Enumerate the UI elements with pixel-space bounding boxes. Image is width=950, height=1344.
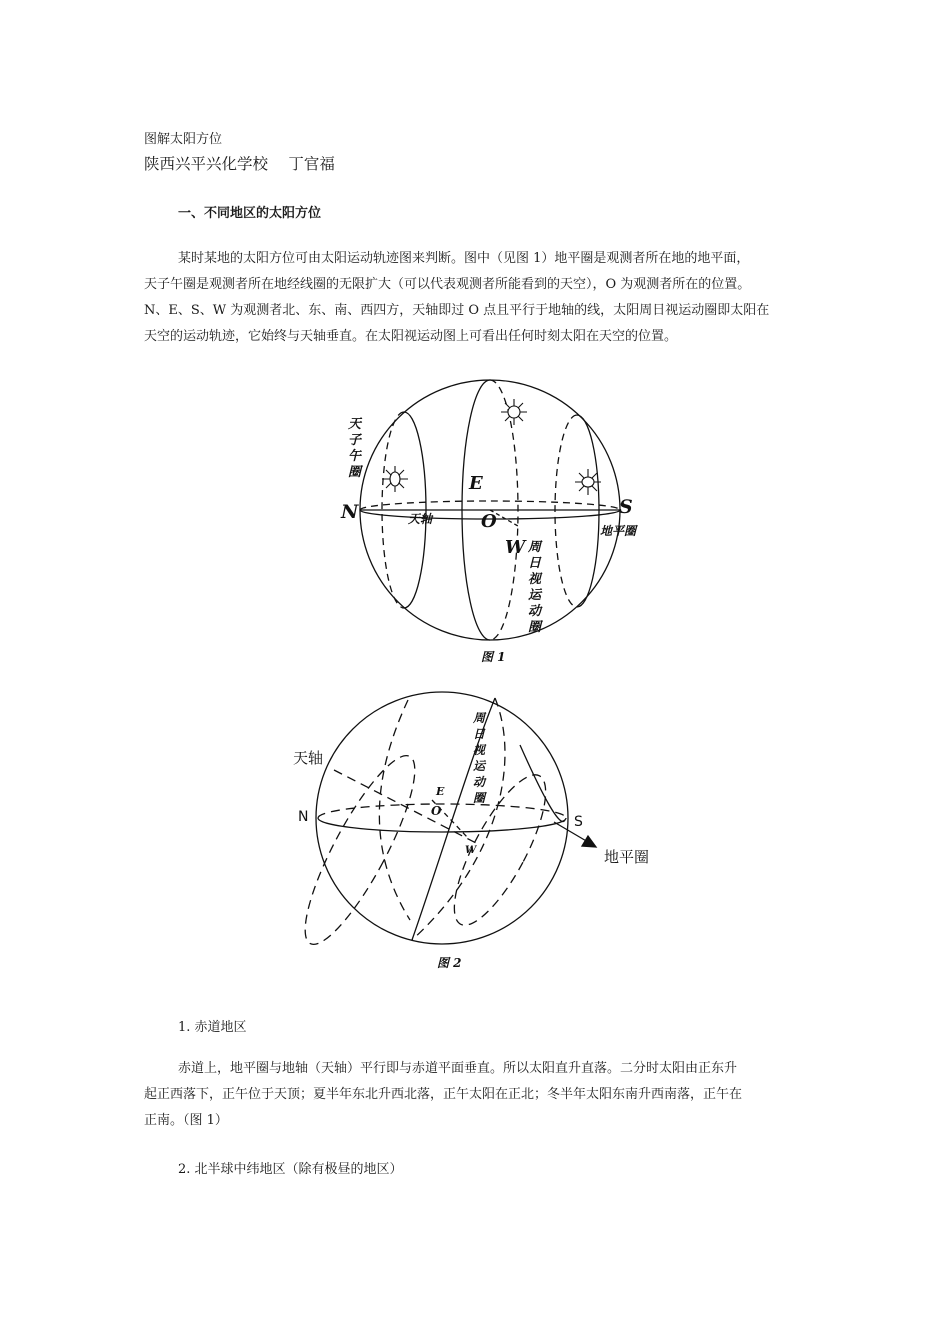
horizon-label: 地平圈 xyxy=(600,524,637,538)
meridian-label-char: 圈 xyxy=(348,465,362,480)
diurnal-label-char: 周 xyxy=(473,711,486,725)
sun-icon xyxy=(501,399,527,425)
north-label: N xyxy=(298,809,309,825)
north-label: N xyxy=(341,501,359,523)
celestial-axis xyxy=(334,770,480,845)
arrow-icon xyxy=(582,836,596,847)
section-paragraph xyxy=(144,246,809,350)
horizon-back xyxy=(360,501,620,510)
diurnal-label-char: 运 xyxy=(473,759,486,773)
axis-label: 天轴 xyxy=(293,749,324,767)
diurnal-label-char: 运 xyxy=(528,588,542,603)
origin-label: O xyxy=(431,804,442,818)
paragraph-line: 天空的运动轨迹，它始终与天轴垂直。在太阳视运动图上可看出任何时刻太阳在天空的位置。 xyxy=(144,329,678,344)
item-1-heading: 1. 赤道地区 xyxy=(178,1020,247,1035)
item-1-paragraph xyxy=(144,1056,809,1134)
paragraph-line: 赤道上，地平圈与地轴（天轴）平行即与赤道平面垂直。所以太阳直升直落。二分时太阳由正东升 xyxy=(178,1061,738,1076)
paragraph-line: 天子午圈是观测者所在地经线圈的无限扩大（可以代表观测者所能看到的天空），O 为观测者所在的位置。 xyxy=(144,277,751,292)
figure-1-caption: 图 1 xyxy=(481,650,506,664)
diurnal-circle-mid-back xyxy=(412,698,505,940)
diurnal-label-char: 动 xyxy=(528,604,542,619)
diurnal-label-char: 圈 xyxy=(473,791,486,805)
figure-2-diagram xyxy=(285,684,665,974)
diurnal-label-char: 视 xyxy=(473,743,486,757)
document-title: 图解太阳方位 xyxy=(144,132,223,147)
diurnal-label-char: 动 xyxy=(473,775,486,789)
meridian-label-char: 午 xyxy=(348,449,362,464)
figure-1-diagram xyxy=(330,372,670,672)
south-label: S xyxy=(619,496,633,518)
diurnal-label-char: 日 xyxy=(473,727,486,741)
paragraph-line: 正南。（图 1） xyxy=(144,1113,228,1128)
west-label: W xyxy=(465,845,477,856)
item-2-heading: 2. 北半球中纬地区（除有极昼的地区） xyxy=(178,1162,403,1177)
meridian-label-char: 子 xyxy=(348,433,362,448)
diurnal-circle-right xyxy=(438,764,563,937)
celestial-sphere xyxy=(316,692,568,944)
diurnal-label-char: 视 xyxy=(528,572,542,587)
diurnal-circle-back xyxy=(287,744,432,956)
section-heading: 一、不同地区的太阳方位 xyxy=(178,206,322,221)
east-label: E xyxy=(436,785,445,798)
diurnal-label-char: 圈 xyxy=(528,620,542,635)
paragraph-line: 起正西落下，正午位于天顶；夏半年东北升西北落，正午太阳在正北；冬半年太阳东南升西南落，正午在 xyxy=(144,1087,743,1102)
south-label: S xyxy=(574,814,583,830)
sun-icon xyxy=(382,466,408,492)
meridian-label-char: 天 xyxy=(348,417,362,432)
diurnal-circle-right-back xyxy=(555,415,577,607)
origin-label: O xyxy=(481,511,497,532)
author-line: 陕西兴平兴化学校 丁官福 xyxy=(144,155,335,173)
paragraph-line: N、E、S、W 为观测者北、东、南、西四方，天轴即过 O 点且平行于地轴的线，太阳周日视运动圈即太阳在 xyxy=(144,303,770,318)
west-label: W xyxy=(505,537,526,558)
diurnal-label-char: 日 xyxy=(528,556,542,571)
axis-label: 天轴 xyxy=(408,512,433,526)
meridian-arc xyxy=(379,700,410,920)
figure-2-caption: 图 2 xyxy=(437,956,462,970)
diurnal-label-char: 周 xyxy=(528,540,542,555)
horizon-label: 地平圈 xyxy=(604,848,650,866)
diurnal-circle-right-front xyxy=(577,415,599,607)
east-label: E xyxy=(469,473,483,494)
paragraph-line: 某时某地的太阳方位可由太阳运动轨迹图来判断。图中（见图 1）地平圈是观测者所在地的地平面， xyxy=(178,251,750,266)
